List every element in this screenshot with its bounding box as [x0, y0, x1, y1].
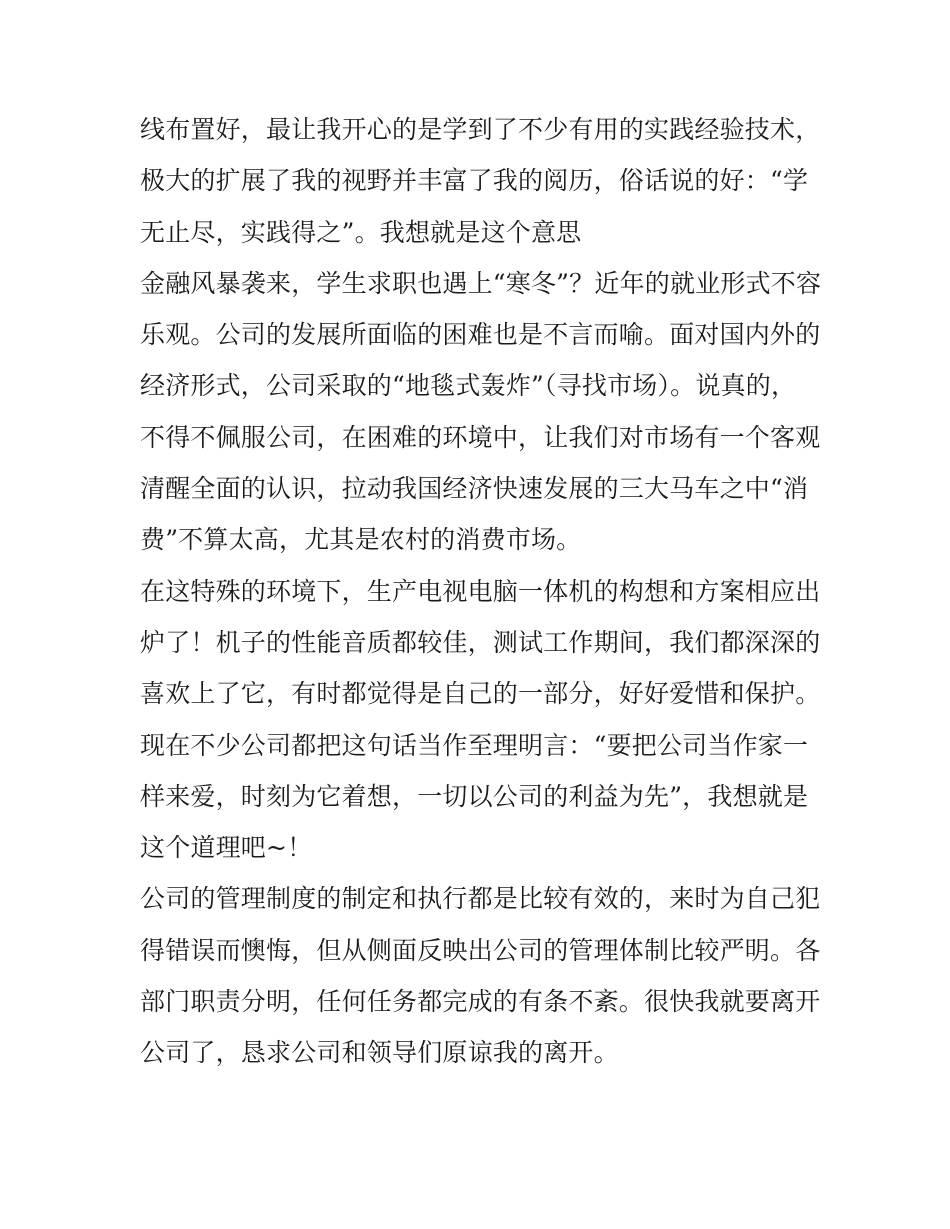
- text-line: 部门职责分明，任何任务都完成的有条不紊。很快我就要离开: [140, 987, 821, 1017]
- text-line: 不得不佩服公司，在困难的环境中，让我们对市场有一个客观: [140, 422, 821, 452]
- text-line: 得错误而懊悔，但从侧面反映出公司的管理体制比较严明。各: [140, 935, 821, 965]
- text-line: 无止尽，实践得之”。我想就是这个意思: [140, 217, 582, 247]
- text-line: 线布置好，最让我开心的是学到了不少有用的实践经验技术，: [140, 115, 821, 144]
- document-body: [140, 104, 830, 1079]
- text-line: 公司的管理制度的制定和执行都是比较有效的，来时为自己犯: [140, 884, 821, 914]
- text-line: 公司了，恳求公司和领导们原谅我的离开。: [140, 1038, 619, 1068]
- text-line: 在这特殊的环境下，生产电视电脑一体机的构想和方案相应出: [140, 576, 821, 606]
- text-line: 炉了！机子的性能音质都较佳，测试工作期间，我们都深深的: [140, 627, 821, 657]
- text-line: 费”不算太高，尤其是农村的消费市场。: [140, 525, 582, 555]
- text-line: 经济形式，公司采取的“地毯式轰炸”（寻找市场）。说真的，: [140, 371, 797, 401]
- text-line: 乐观。公司的发展所面临的困难也是不言而喻。面对国内外的: [140, 320, 821, 350]
- text-line: 这个道理吧~！: [140, 833, 313, 863]
- text-line: 现在不少公司都把这句话当作至理明言：“要把公司当作家一: [140, 730, 809, 760]
- text-line: 喜欢上了它，有时都觉得是自己的一部分，好好爱惜和保护。: [140, 679, 821, 709]
- text-line: 金融风暴袭来，学生求职也遇上“寒冬”？近年的就业形式不容: [140, 268, 822, 298]
- text-line: 清醒全面的认识，拉动我国经济快速发展的三大马车之中“消: [140, 474, 809, 504]
- text-line: 样来爱，时刻为它着想，一切以公司的利益为先”，我想就是: [140, 781, 809, 811]
- text-line: 极大的扩展了我的视野并丰富了我的阅历，俗话说的好：“学: [140, 166, 809, 196]
